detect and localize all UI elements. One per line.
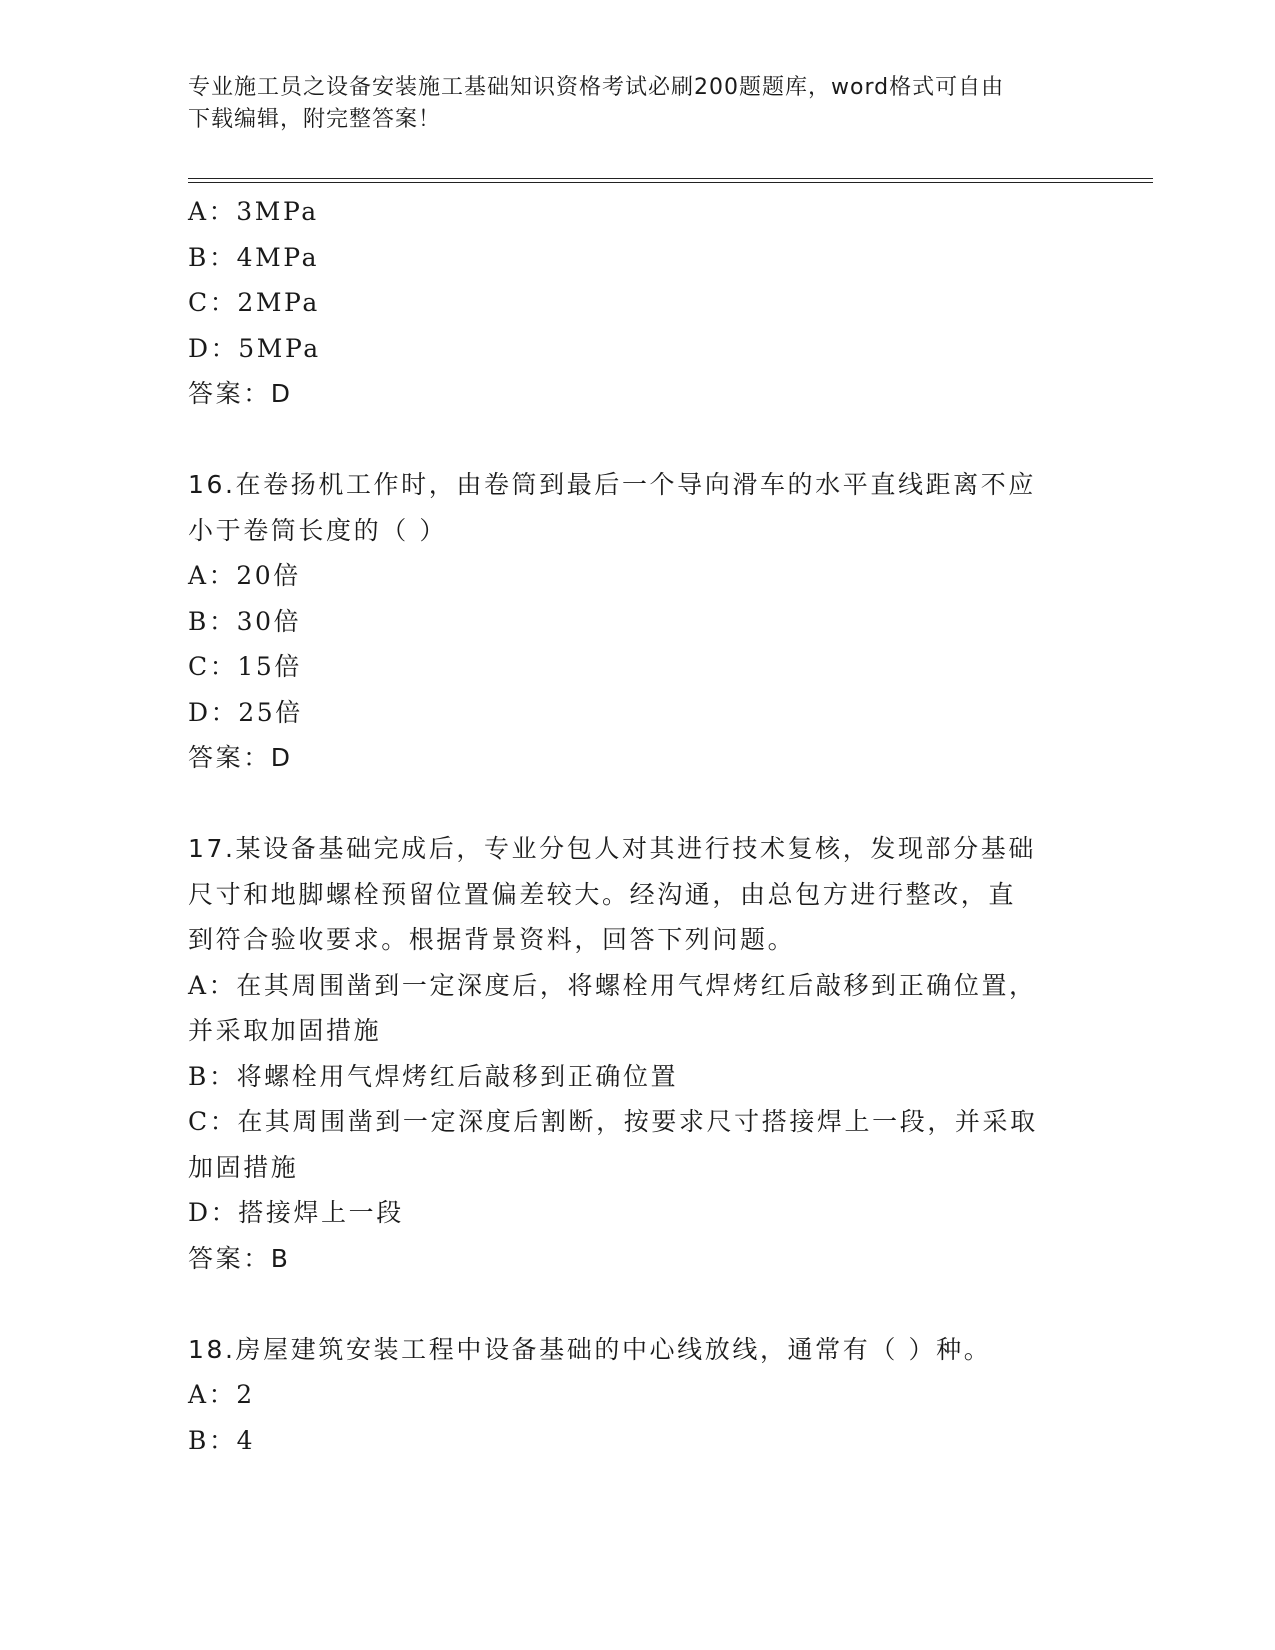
question-stem: 16.在卷扬机工作时，由卷筒到最后一个导向滑车的水平直线距离不应 xyxy=(188,470,1036,499)
question-stem: 尺寸和地脚螺栓预留位置偏差较大。经沟通，由总包方进行整改，直 xyxy=(188,879,1017,909)
header-line-2: 下载编辑，附完整答案！ xyxy=(188,107,442,132)
option-c: C：2MPa xyxy=(188,288,320,317)
spacer xyxy=(188,1281,1088,1327)
spacer xyxy=(188,781,1088,827)
answer: 答案：B xyxy=(188,1243,291,1273)
question-18 xyxy=(188,1327,1088,1464)
option-b: B：30倍 xyxy=(188,606,302,636)
question-16 xyxy=(188,462,1088,781)
option-d: D：5MPa xyxy=(188,333,321,363)
option-b: B：4 xyxy=(188,1425,256,1455)
question-stem: 17.某设备基础完成后，专业分包人对其进行技术复核，发现部分基础 xyxy=(188,834,1036,863)
answer: 答案：D xyxy=(188,379,293,408)
document-header xyxy=(188,72,1068,136)
question-17 xyxy=(188,826,1088,1281)
option-b: B：将螺栓用气焊烤红后敲移到正确位置 xyxy=(188,1061,679,1091)
spacer xyxy=(188,417,1088,463)
header-divider-bottom xyxy=(188,182,1153,183)
question-stem: 18.房屋建筑安装工程中设备基础的中心线放线，通常有（ ）种。 xyxy=(188,1334,992,1364)
header-divider-top xyxy=(188,178,1153,179)
option-c: C：15倍 xyxy=(188,652,302,681)
question-stem: 小于卷筒长度的（ ） xyxy=(188,515,447,545)
question-list xyxy=(188,189,1088,1463)
option-a: A：3MPa xyxy=(188,197,319,226)
option-b: B：4MPa xyxy=(188,242,320,272)
option-c-continued: 加固措施 xyxy=(188,1152,299,1182)
option-a: A：2 xyxy=(188,1380,255,1409)
option-a: A：20倍 xyxy=(188,561,301,590)
option-a: A：在其周围凿到一定深度后，将螺栓用气焊烤红后敲移到正确位置， xyxy=(188,970,1037,1000)
option-c: C：在其周围凿到一定深度后割断，按要求尺寸搭接焊上一段，并采取 xyxy=(188,1107,1038,1136)
option-d: D：25倍 xyxy=(188,697,303,727)
answer: 答案：D xyxy=(188,743,293,772)
question-15 xyxy=(188,189,1088,417)
option-a-continued: 并采取加固措施 xyxy=(188,1016,382,1045)
option-d: D：搭接焊上一段 xyxy=(188,1198,404,1227)
question-stem: 到符合验收要求。根据背景资料，回答下列问题。 xyxy=(188,925,796,954)
header-line-1: 专业施工员之设备安装施工基础知识资格考试必刷200题题库，word格式可自由 xyxy=(188,75,1005,100)
